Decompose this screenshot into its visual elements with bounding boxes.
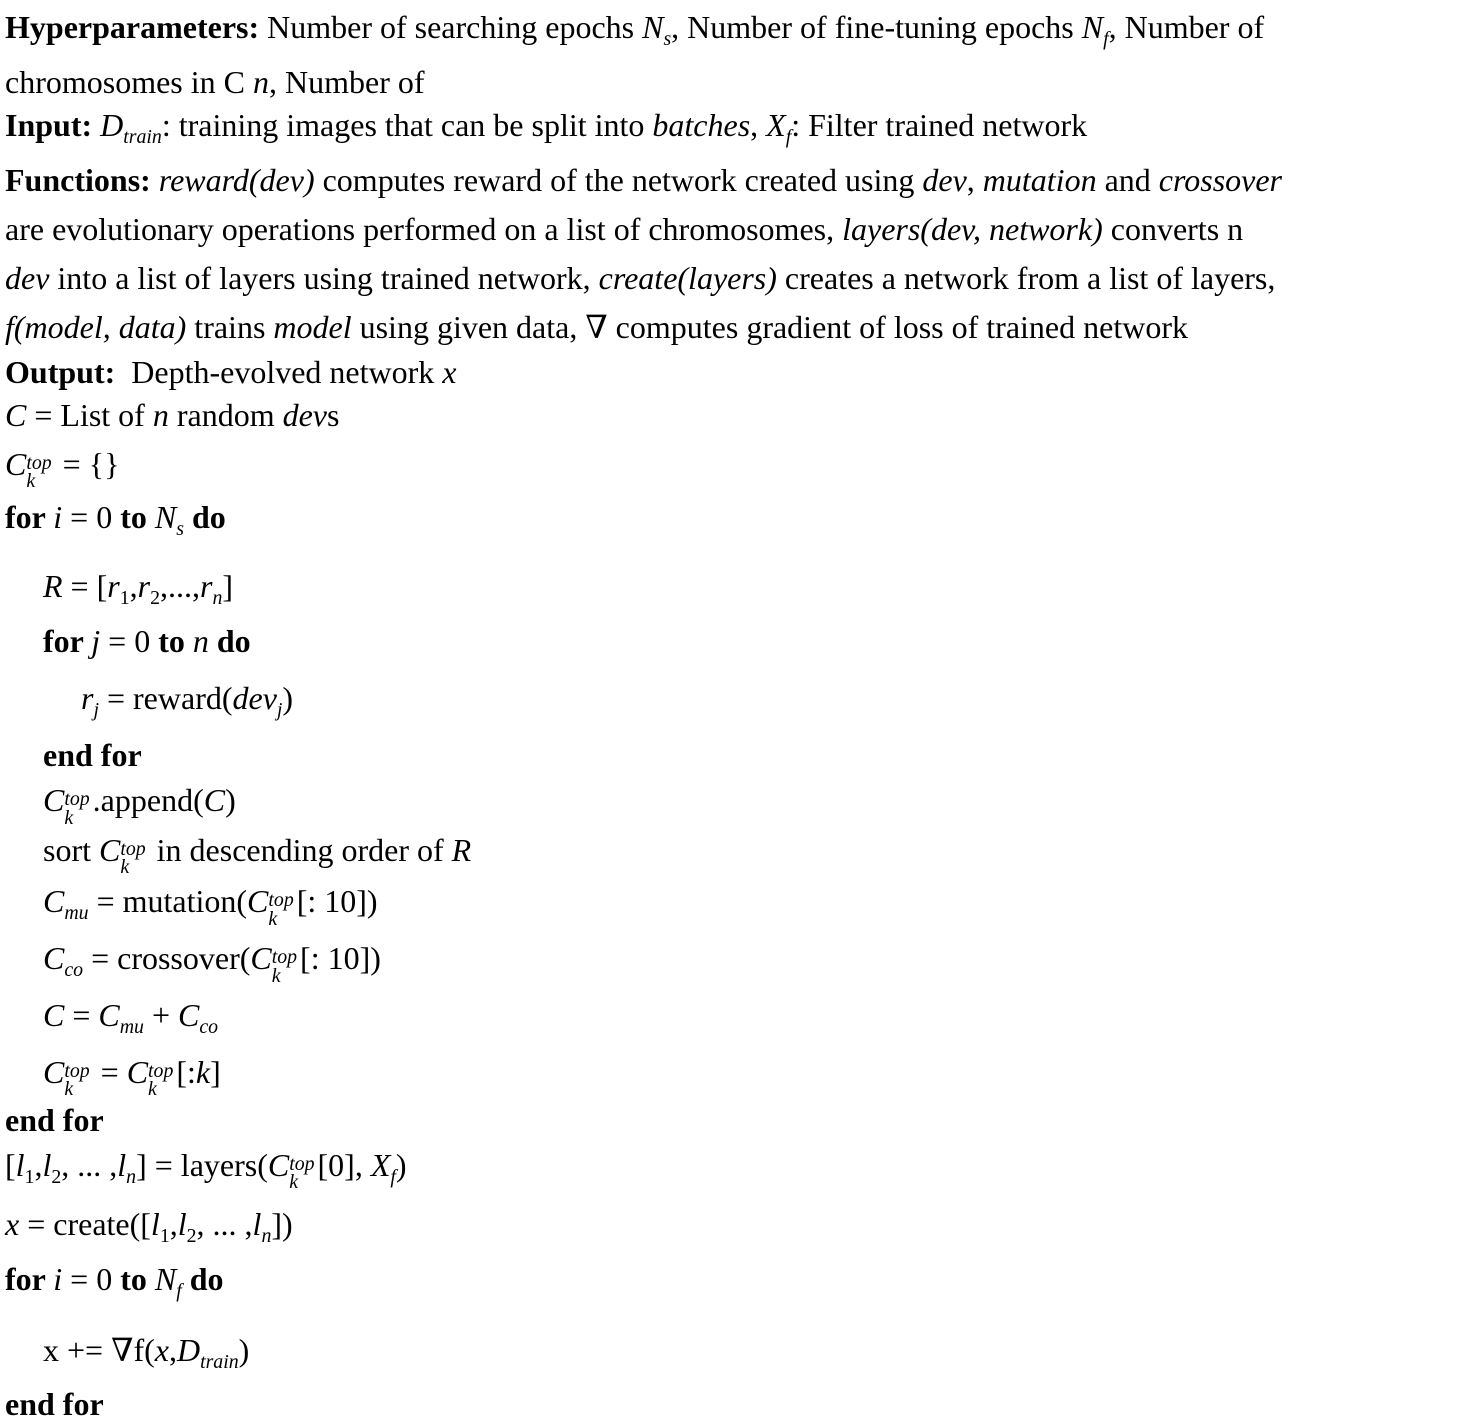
text-segment: , <box>168 1331 177 1368</box>
text-segment: x <box>5 1205 20 1242</box>
supsub-stack: top k <box>271 946 298 987</box>
text-segment: n <box>261 1224 272 1247</box>
text-segment: [: <box>176 1054 196 1091</box>
text-segment: 2 <box>51 1165 62 1188</box>
text-segment: + <box>143 997 179 1034</box>
algorithm-line <box>5 1383 1463 1426</box>
text-segment: Functions: <box>5 161 159 198</box>
text-segment: s <box>663 27 672 50</box>
text-segment: C <box>43 997 65 1034</box>
text-segment: mu <box>64 902 89 925</box>
text-segment: Depth-evolved network <box>115 353 443 390</box>
text-segment: j <box>91 623 101 660</box>
text-segment: = create([ <box>19 1205 151 1242</box>
text-segment: l <box>42 1146 52 1183</box>
supsub-stack: top k <box>289 1152 315 1193</box>
text-segment: s <box>176 518 184 541</box>
supsub-stack: top k <box>64 1060 90 1101</box>
text-segment: r <box>200 568 213 605</box>
text-segment: , <box>34 1146 43 1183</box>
text-segment: do <box>191 499 226 536</box>
text-segment: n <box>192 623 209 660</box>
text-segment: ]) <box>271 1205 293 1242</box>
text-segment: [0], <box>317 1146 371 1183</box>
text-segment: D <box>100 106 124 143</box>
text-segment: create(layers) <box>598 259 777 296</box>
text-segment: = [ <box>62 568 108 605</box>
text-segment: r <box>81 680 94 717</box>
text-segment: f <box>785 125 792 148</box>
supsub-stack: top k <box>268 889 294 930</box>
algorithm-line <box>5 994 1463 1049</box>
supsub-stack: top k <box>120 837 146 879</box>
text-segment: and <box>1096 161 1159 198</box>
text-segment: Output: <box>5 353 116 390</box>
text-segment: 2 <box>150 587 160 610</box>
text-segment: dev <box>232 680 277 717</box>
text-segment: l <box>177 1205 187 1242</box>
text-segment: to <box>158 623 193 660</box>
text-segment: x += ∇f( <box>43 1331 155 1368</box>
algorithm-line <box>5 880 1463 935</box>
algorithm-line <box>5 351 1463 394</box>
text-segment: 1 <box>159 1224 170 1247</box>
text-segment: = <box>64 997 99 1034</box>
text-segment: = 0 <box>100 623 159 660</box>
text-segment: , ... , <box>196 1205 253 1242</box>
algorithm-line <box>5 1258 1463 1313</box>
text-segment: : training images that can be split into <box>161 106 653 143</box>
algorithm-line <box>5 620 1463 663</box>
text-segment: f <box>176 1279 182 1302</box>
text-segment: creates a network from a list of layers, <box>776 259 1276 296</box>
algorithm-line <box>5 257 1463 300</box>
algorithm-line <box>5 61 1463 104</box>
text-segment: ] <box>210 1054 221 1091</box>
text-segment: , ... , <box>61 1146 118 1183</box>
text-segment: C <box>267 1146 290 1183</box>
algorithm-line <box>5 829 1463 877</box>
algorithm-line <box>5 306 1463 349</box>
text-segment: end for <box>43 737 142 774</box>
text-segment: ] <box>222 568 234 605</box>
algorithm-line <box>5 496 1463 551</box>
text-segment: C <box>99 831 121 868</box>
algorithm-line <box>5 208 1463 251</box>
text-segment <box>182 1261 190 1297</box>
algorithm-line <box>5 443 1463 491</box>
text-segment: layers(dev, network) <box>842 210 1103 247</box>
text-segment: l <box>150 1205 160 1242</box>
text-segment: = crossover( <box>83 940 251 977</box>
text-segment: = reward( <box>98 680 233 717</box>
text-segment: C <box>43 883 65 920</box>
text-segment: train <box>200 1350 239 1373</box>
text-segment: = mutation( <box>88 883 248 920</box>
supsub-stack: top k <box>64 788 90 829</box>
text-segment: N <box>1081 9 1104 45</box>
text-segment: R <box>451 831 472 868</box>
algorithm-line <box>5 1099 1463 1142</box>
text-segment: .append( <box>92 782 204 819</box>
text-segment: dev <box>5 259 50 296</box>
text-segment: 1 <box>24 1165 35 1188</box>
text-segment: X <box>370 1146 391 1183</box>
text-segment: C <box>203 782 226 819</box>
text-segment: do <box>189 1260 224 1297</box>
text-segment: n <box>152 396 169 433</box>
text-segment: , Number of fine-tuning epochs <box>671 9 1082 45</box>
text-segment: C <box>43 940 65 977</box>
algorithm-line <box>5 394 1463 437</box>
algorithm-line <box>5 937 1463 992</box>
text-segment: ) <box>395 1146 407 1183</box>
algorithm-line <box>5 1051 1463 1099</box>
text-segment: chromosomes in C <box>5 63 253 100</box>
text-segment: , <box>966 161 983 198</box>
text-segment: C <box>5 396 27 433</box>
algorithm-line <box>5 1329 1463 1384</box>
text-segment: = 0 <box>62 1260 121 1297</box>
text-segment: D <box>176 1331 201 1368</box>
text-segment: into a list of layers using trained network, <box>49 259 599 296</box>
text-segment: f <box>390 1165 396 1188</box>
text-segment: : Filter trained network <box>791 106 1088 143</box>
text-segment: = {} <box>54 445 120 482</box>
text-segment: reward(dev) <box>158 161 315 198</box>
text-segment: model <box>273 308 352 345</box>
text-segment: mu <box>119 1016 144 1039</box>
text-segment: for <box>5 499 54 536</box>
text-segment: l <box>15 1146 25 1183</box>
text-segment: dev <box>282 396 327 433</box>
text-segment: sort <box>43 831 99 868</box>
text-segment: in descending order of <box>148 831 452 868</box>
text-segment: j <box>276 699 283 722</box>
text-segment: 1 <box>119 587 130 610</box>
text-segment: i <box>53 1260 63 1297</box>
text-segment: , <box>750 106 767 143</box>
text-segment: random <box>168 396 283 433</box>
text-segment: Number of searching epochs <box>259 9 643 45</box>
text-segment: co <box>199 1016 219 1039</box>
text-segment: , <box>169 1205 178 1242</box>
text-segment: ) <box>238 1331 250 1368</box>
text-segment: n <box>212 587 223 610</box>
text-segment: ) <box>282 680 294 717</box>
algorithm-line <box>5 6 1463 61</box>
text-segment: N <box>154 499 177 536</box>
text-segment: r <box>137 568 151 605</box>
text-segment: = List of <box>26 396 153 433</box>
text-segment: n <box>252 63 269 100</box>
text-segment: ) <box>225 782 236 819</box>
text-segment: C <box>43 782 65 819</box>
text-segment: co <box>64 959 84 982</box>
text-segment: ] = layers( <box>136 1146 268 1183</box>
text-segment: for <box>5 1260 54 1297</box>
text-segment: to <box>120 1260 155 1297</box>
text-segment: converts n <box>1102 210 1244 247</box>
text-segment: N <box>642 9 664 45</box>
text-segment: to <box>120 499 155 536</box>
text-segment: k <box>195 1054 211 1091</box>
algorithm-line <box>5 779 1463 827</box>
text-segment: end for <box>5 1101 104 1138</box>
text-segment: dev <box>922 161 967 198</box>
algorithm-line <box>5 1203 1463 1258</box>
algorithm-line <box>5 734 1463 777</box>
text-segment: i <box>53 499 63 536</box>
text-segment <box>184 499 192 535</box>
text-segment: f <box>1103 27 1109 50</box>
text-segment: for <box>43 623 92 660</box>
text-segment: = <box>92 1054 127 1091</box>
text-segment: x <box>154 1331 169 1368</box>
algorithm-line <box>5 565 1463 620</box>
text-segment: 2 <box>186 1224 197 1247</box>
algorithm-line <box>5 159 1463 202</box>
text-segment: C <box>5 445 27 482</box>
text-segment: do <box>216 623 251 660</box>
text-segment: train <box>123 125 162 148</box>
text-segment: end for <box>5 1386 104 1423</box>
text-segment: , Number of <box>1108 9 1265 45</box>
text-segment: computes reward of the network created using <box>314 161 923 198</box>
text-segment: f(model, data) <box>5 308 187 345</box>
text-segment: R <box>43 568 63 605</box>
text-segment: batches <box>652 106 751 143</box>
algorithm-line <box>5 104 1463 159</box>
text-segment: Input: <box>5 106 101 143</box>
text-segment: [: 10]) <box>300 940 381 977</box>
text-segment: = 0 <box>62 499 121 536</box>
text-segment: N <box>154 1260 177 1297</box>
text-segment: are evolutionary operations performed on a list of chromosomes, <box>5 210 843 247</box>
text-segment: j <box>93 699 99 722</box>
text-segment: crossover <box>1158 161 1282 198</box>
text-segment <box>209 623 217 659</box>
text-segment: mutation <box>982 161 1097 198</box>
text-segment: l <box>252 1205 262 1242</box>
text-segment: C <box>43 1054 65 1091</box>
text-segment: using given data, ∇ computes gradient of loss of trained network <box>351 308 1188 345</box>
supsub-stack: top k <box>26 451 52 493</box>
text-segment: ,..., <box>160 568 200 605</box>
algorithm-line <box>5 677 1463 732</box>
text-segment: r <box>107 568 120 605</box>
text-segment: C <box>126 1054 149 1091</box>
text-segment: l <box>117 1146 127 1183</box>
text-segment: s <box>326 396 340 433</box>
text-segment: C <box>247 883 269 920</box>
text-segment: Hyperparameters: <box>5 9 260 45</box>
algorithm-pseudocode <box>5 6 1463 1426</box>
text-segment: X <box>766 106 786 143</box>
text-segment: , <box>129 568 138 605</box>
text-segment: C <box>250 940 272 977</box>
text-segment: C <box>178 997 200 1034</box>
supsub-stack: top k <box>148 1060 174 1101</box>
text-segment: C <box>98 997 120 1034</box>
text-segment: , Number of <box>268 63 425 100</box>
algorithm-line <box>5 1144 1463 1199</box>
text-segment: x <box>442 353 457 390</box>
text-segment: trains <box>186 308 274 345</box>
text-segment: n <box>126 1165 137 1188</box>
text-segment: [: 10]) <box>296 883 378 920</box>
text-segment: [ <box>5 1146 16 1183</box>
